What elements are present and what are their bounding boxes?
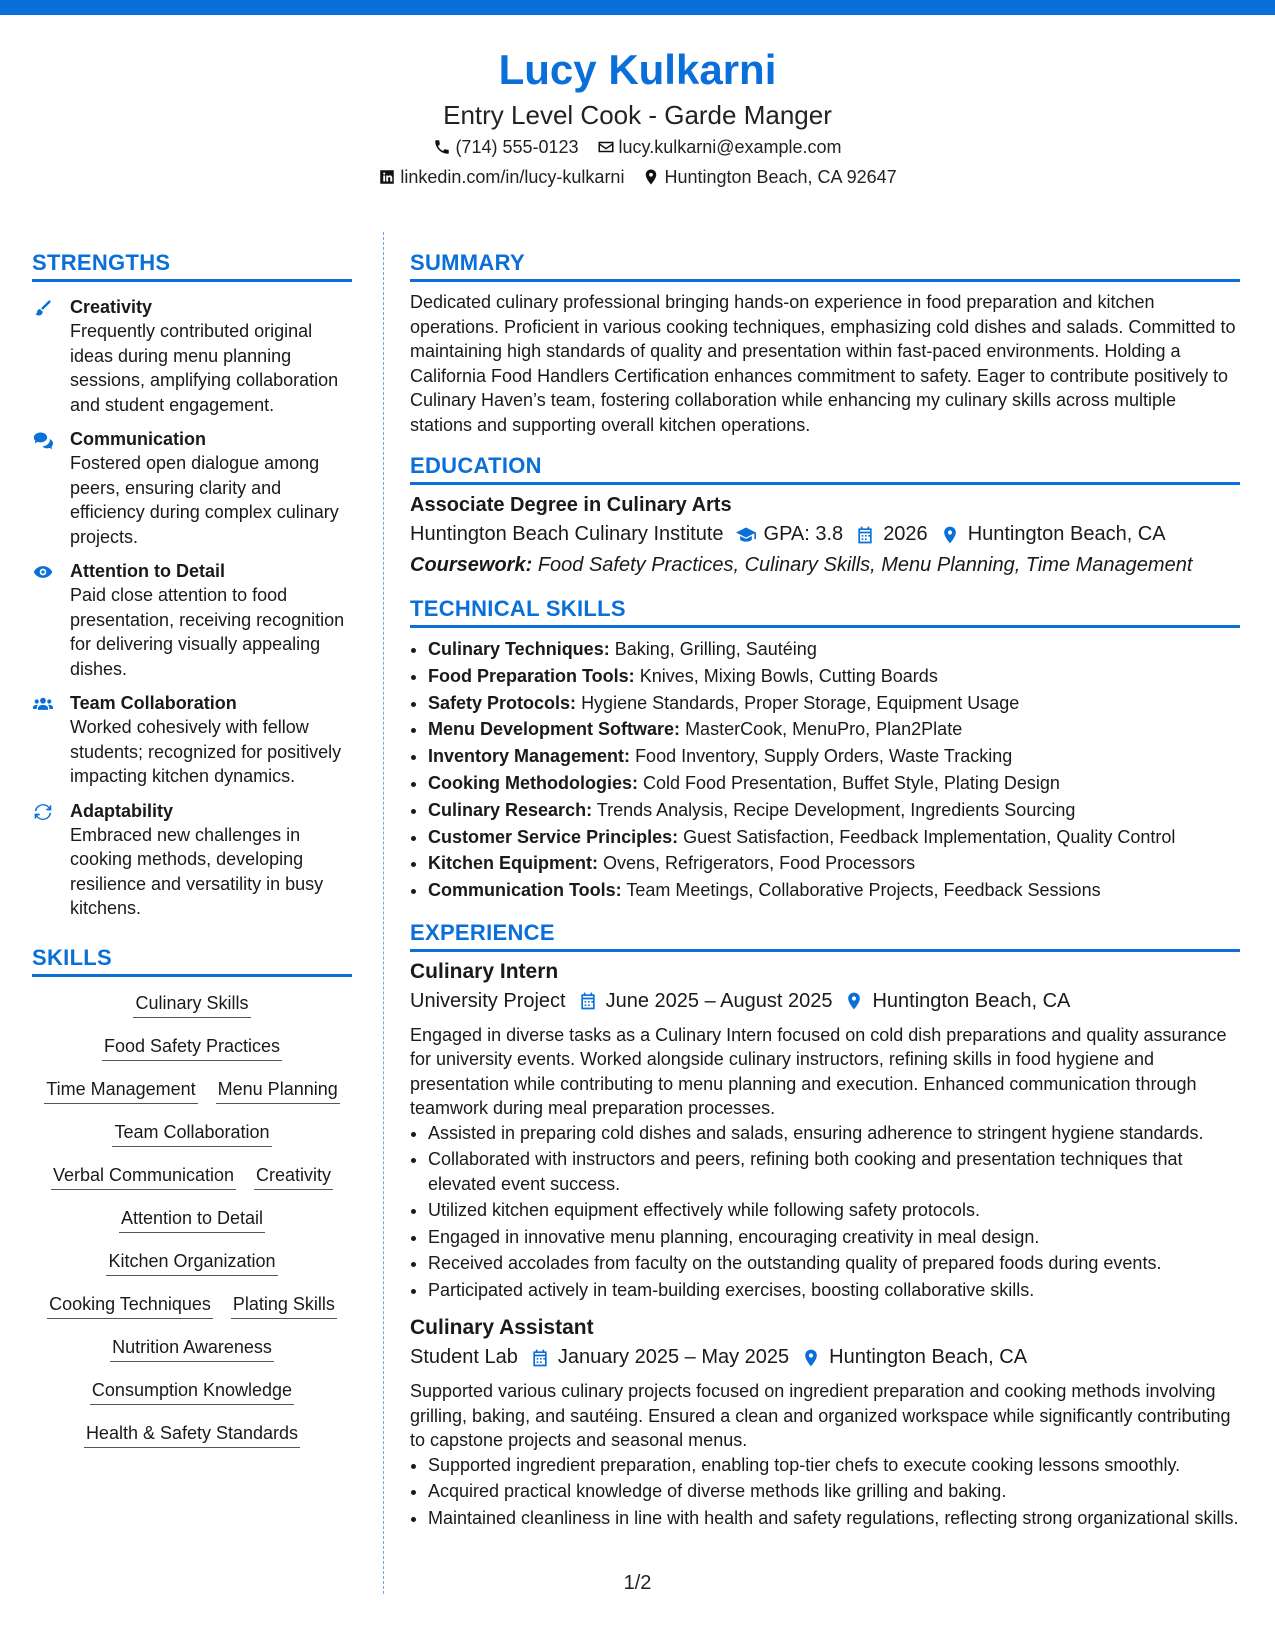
strength-desc: Paid close attention to food presentation, receiving recognition for delivering visually appealing dishes. — [70, 585, 345, 679]
education-meta — [410, 519, 1240, 550]
strengths-list — [32, 295, 352, 921]
skill-row — [32, 1163, 352, 1190]
list-item: • Customer Service Principles: Guest Satisfaction, Feedback Implementation, Quality Control — [428, 824, 1240, 851]
education-degree: Associate Degree in Culinary Arts — [410, 494, 732, 516]
job-title: Culinary Intern — [410, 959, 559, 983]
contact-line-2 — [0, 162, 1275, 192]
skill-tag: Food Safety Practices — [102, 1034, 282, 1061]
technical-skills-list — [410, 636, 1240, 904]
job-location: Huntington Beach, CA — [872, 989, 1071, 1012]
skill-tag: Nutrition Awareness — [110, 1335, 274, 1362]
list-item: • Supported ingredient preparation, enabling top-tier chefs to execute cooking lessons smoothly. — [428, 1453, 1240, 1478]
contact-location — [642, 162, 896, 192]
job-dates: January 2025 – May 2025 — [557, 1346, 790, 1369]
list-item: • Menu Development Software: MasterCook, MenuPro, Plan2Plate — [428, 716, 1240, 743]
skill-tag: Menu Planning — [216, 1077, 340, 1104]
skill-row — [32, 1292, 352, 1319]
strength-title: Team Collaboration — [70, 693, 237, 713]
strength-desc: Embraced new challenges in cooking methods, developing resilience and versatility in busy kitchens. — [70, 824, 324, 918]
skill-tag: Kitchen Organization — [106, 1249, 277, 1276]
strengths-heading: STRENGTHS — [32, 248, 352, 282]
sync-icon — [32, 802, 54, 822]
strength-title: Adaptability — [70, 800, 174, 821]
strength-title: Creativity — [70, 297, 153, 317]
linkedin-icon — [378, 168, 396, 186]
job-bullets — [410, 1453, 1240, 1531]
skill-tag: Team Collaboration — [112, 1120, 271, 1147]
contact-email[interactable] — [597, 132, 842, 162]
resume-header — [0, 44, 1275, 192]
candidate-name: Lucy Kulkarni — [498, 46, 777, 93]
calendar-icon — [855, 525, 875, 545]
list-item: • Utilized kitchen equipment effectively while following safety protocols. — [428, 1198, 1240, 1223]
left-column — [32, 248, 352, 1464]
skill-tag: Creativity — [254, 1163, 333, 1190]
phone-text: (714) 555-0123 — [455, 137, 579, 157]
graduation-cap-icon — [736, 525, 756, 545]
email-text[interactable]: lucy.kulkarni@example.com — [618, 137, 842, 157]
skill-tag: Cooking Techniques — [47, 1292, 213, 1319]
phone-icon — [433, 138, 451, 156]
strength-desc: Fostered open dialogue among peers, ensuring clarity and efficiency during complex culinary projects. — [70, 453, 339, 547]
technical-skills-heading: TECHNICAL SKILLS — [410, 594, 1240, 628]
right-column — [410, 248, 1240, 1532]
list-item: • Cooking Methodologies: Cold Food Presentation, Buffet Style, Plating Design — [428, 770, 1240, 797]
list-item: • Participated actively in team-building exercises, boosting collaborative skills. — [428, 1278, 1240, 1303]
skill-row — [32, 1335, 352, 1362]
list-item: • Engaged in innovative menu planning, encouraging creativity in meal design. — [428, 1225, 1240, 1250]
education-gpa: GPA: 3.8 — [763, 523, 844, 545]
coursework-text: Food Safety Practices, Culinary Skills, Menu Planning, Time Management — [537, 554, 1193, 576]
skills-heading: SKILLS — [32, 943, 352, 977]
education-year: 2026 — [883, 523, 928, 545]
list-item: • Inventory Management: Food Inventory, Supply Orders, Waste Tracking — [428, 743, 1240, 770]
job-meta — [410, 1342, 1240, 1373]
map-marker-icon — [642, 168, 660, 186]
job-title: Culinary Assistant — [410, 1316, 594, 1340]
map-marker-icon — [801, 1348, 821, 1368]
list-item: • Kitchen Equipment: Ovens, Refrigerators, Food Processors — [428, 850, 1240, 877]
job-description: Supported various culinary projects focused on ingredient preparation and cooking methods involving grilling, baking, and sautéing. Ensured a clean and organized workspace while significantly contributing to capstone projects and seasonal menus. — [410, 1381, 1231, 1451]
skill-tag: Consumption Knowledge — [90, 1378, 294, 1405]
strength-desc: Worked cohesively with fellow students; recognized for positively impacting kitchen dynamics. — [70, 717, 342, 786]
job-org: Student Lab — [410, 1346, 518, 1369]
list-item: • Maintained cleanliness in line with health and safety regulations, reflecting strong organizational skills. — [428, 1506, 1240, 1531]
comments-icon — [32, 430, 54, 450]
list-item: • Acquired practical knowledge of diverse methods like grilling and baking. — [428, 1479, 1240, 1504]
map-marker-icon — [844, 991, 864, 1011]
list-item: • Culinary Techniques: Baking, Grilling, Sautéing — [428, 636, 1240, 663]
users-icon — [32, 694, 54, 714]
calendar-icon — [578, 991, 598, 1011]
job-location: Huntington Beach, CA — [829, 1346, 1028, 1369]
skill-tag: Health & Safety Standards — [84, 1421, 300, 1448]
skill-tag: Verbal Communication — [51, 1163, 236, 1190]
education-coursework — [410, 550, 1240, 580]
calendar-icon — [530, 1348, 550, 1368]
strength-item-communication — [32, 427, 352, 549]
strength-item-creativity — [32, 295, 352, 417]
strength-item-attention — [32, 559, 352, 681]
skill-tag: Attention to Detail — [119, 1206, 265, 1233]
skill-row — [32, 1421, 352, 1448]
job-meta — [410, 986, 1240, 1017]
eye-icon — [32, 562, 54, 582]
summary-text: Dedicated culinary professional bringing hands-on experience in food preparation and kitchen operations. Proficient in various cooking techniques, emphasizing cold dishes and salads. Committed to maintaining high standards of quality and presentation within fast-paced environments. Holding a California Food Handlers Certification enhances commitment to safety. Eager to contribute positively to Culinary Haven’s team, fostering collaboration while enhancing my culinary skills across multiple stations and supporting overall kitchen operations. — [410, 292, 1236, 435]
skill-row — [32, 1206, 352, 1233]
strength-desc: Frequently contributed original ideas during menu planning sessions, amplifying collaboration and student engagement. — [70, 321, 339, 415]
list-item: • Safety Protocols: Hygiene Standards, Proper Storage, Equipment Usage — [428, 690, 1240, 717]
strength-item-adaptability — [32, 799, 352, 921]
skill-row — [32, 1034, 352, 1061]
summary-heading: SUMMARY — [410, 248, 1240, 282]
strength-title: Attention to Detail — [70, 561, 225, 581]
skill-row — [32, 1120, 352, 1147]
skill-row — [32, 1077, 352, 1104]
strength-item-team — [32, 691, 352, 789]
page-number: 1/2 — [623, 1572, 652, 1594]
list-item: • Received accolades from faculty on the outstanding quality of prepared foods during events. — [428, 1251, 1240, 1276]
education-school: Huntington Beach Culinary Institute — [410, 523, 724, 545]
candidate-role: Entry Level Cook - Garde Manger — [443, 100, 832, 130]
job-org: University Project — [410, 989, 566, 1012]
list-item: • Assisted in preparing cold dishes and salads, ensuring adherence to stringent hygiene standards. — [428, 1121, 1240, 1146]
list-item: • Collaborated with instructors and peers, refining both cooking and presentation techniques that elevated event success. — [428, 1147, 1240, 1196]
education-location: Huntington Beach, CA — [967, 523, 1166, 545]
list-item: • Food Preparation Tools: Knives, Mixing Bowls, Cutting Boards — [428, 663, 1240, 690]
list-item: • Communication Tools: Team Meetings, Collaborative Projects, Feedback Sessions — [428, 877, 1240, 904]
contact-linkedin[interactable] — [378, 162, 624, 192]
job-bullets — [410, 1121, 1240, 1303]
skill-row — [32, 1249, 352, 1276]
skill-row — [32, 1378, 352, 1405]
contact-phone — [433, 132, 578, 162]
list-item: • Culinary Research: Trends Analysis, Recipe Development, Ingredients Sourcing — [428, 797, 1240, 824]
column-divider — [383, 232, 384, 1594]
coursework-label: Coursework: — [410, 554, 533, 576]
location-text: Huntington Beach, CA 92647 — [664, 167, 897, 187]
skill-row — [32, 991, 352, 1018]
skill-tag: Time Management — [44, 1077, 197, 1104]
job-dates: June 2025 – August 2025 — [605, 989, 833, 1012]
experience-heading: EXPERIENCE — [410, 918, 1240, 952]
top-accent-bar — [0, 0, 1275, 15]
job-entry-assistant — [410, 1314, 1240, 1530]
skill-tag: Culinary Skills — [133, 991, 250, 1018]
contact-line-1 — [0, 132, 1275, 162]
skill-tag: Plating Skills — [231, 1292, 337, 1319]
linkedin-text[interactable]: linkedin.com/in/lucy-kulkarni — [400, 167, 625, 187]
job-entry-intern — [410, 958, 1240, 1303]
job-description: Engaged in diverse tasks as a Culinary Intern focused on cold dish preparations and quality assurance for university events. Worked alongside culinary instructors, refining skills in food hygiene and presentation while contributing to menu planning and execution. Enhanced communication through teamwork during meal preparation processes. — [410, 1024, 1227, 1119]
strength-title: Communication — [70, 429, 207, 449]
envelope-icon — [597, 138, 615, 156]
education-heading: EDUCATION — [410, 451, 1240, 485]
map-marker-icon — [940, 525, 960, 545]
skills-tags — [32, 991, 352, 1448]
paintbrush-icon — [32, 298, 54, 318]
